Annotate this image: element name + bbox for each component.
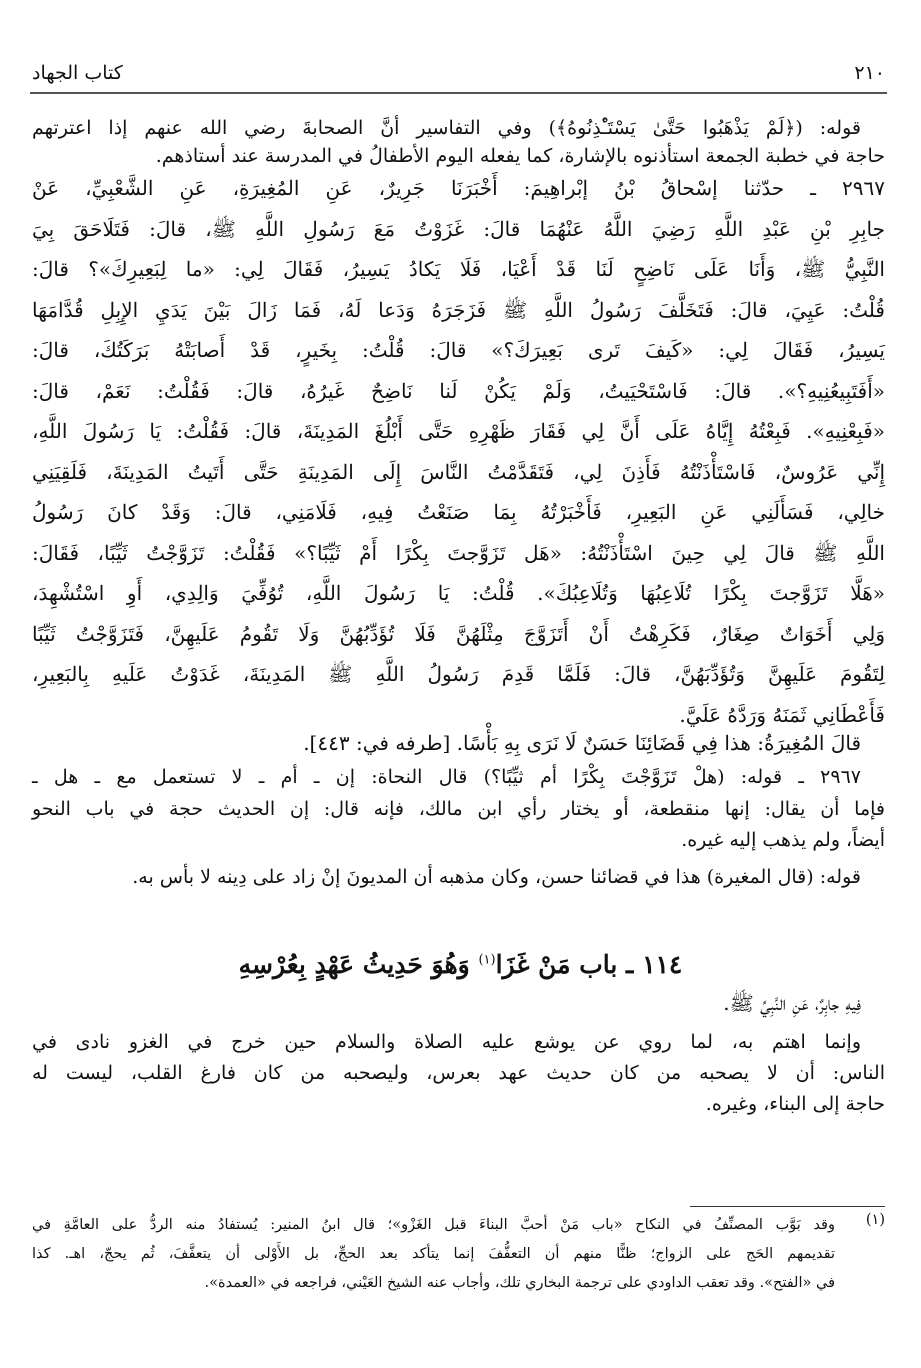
text-line: الناس: أن لا يصحبه من كان حديث عهد بعرس، وليصحبه من كان فارغ القلب، ليست له	[32, 1062, 885, 1084]
chapter-heading	[0, 950, 921, 979]
page-number: ٢١٠	[854, 62, 885, 84]
text-line: أيضاً، ولم يذهب إليه غيره.	[681, 829, 885, 851]
text-line: وإنما اهتم به، لما روي عن يوشع عليه الصلاة والسلام حين خرج في الغزو نادى في	[32, 1031, 861, 1053]
hadith-line: قُلْتُ: عَيِيَ، قالَ: فَتَخَلَّفَ رَسُولُ اللَّهِ ﷺ فَزَجَرَهُ وَدَعا لَهُ، فَمَا زَالَ بَيْنَ يَدَيِ الإِبِلِ قُدَّامَهَا	[32, 297, 885, 322]
hadith-line: وَلِي أَخَوَاتٌ صِغَارٌ، فَكَرِهْتُ أَنْ أَتَزَوَّجَ مِثْلَهُنَّ فَلَا تُؤَدِّبُهُنَّ وَلَا تَقُومُ عَلَيهِنَّ، فَتَزَوَّجْتُ ثَيِّبًا	[32, 621, 885, 646]
hadith-line: جابِرِ بْنِ عَبْدِ اللَّهِ رَضِيَ اللَّهُ عَنْهُمَا قالَ: غَزَوْتُ مَعَ رَسُولِ اللَّهِ ﷺ، قالَ: فَتَلَاحَقَ بِيَ	[32, 216, 885, 241]
text-line: حاجة في خطبة الجمعة استأذنوه بالإشارة، كما يفعله اليوم الأطفالُ في المدرسة عند أستاذهم.	[155, 145, 885, 167]
chapter-subline: فِيهِ جابِرٌ، عَنِ النَّبِيِّ ﷺ.	[723, 991, 861, 1015]
header-divider	[30, 92, 887, 94]
footnote-line: وقد بَوَّب المصنِّفُ في النكاح «باب مَنْ أحبَّ البناءَ قبل الغَزْو»؛ قال ابنُ المنير: يُستفادُ منه الردُّ على العامَّةِ في	[32, 1217, 835, 1233]
footnote-line: في «الفتح». وقد تعقب الداودي على ترجمة البخاري تلك، وأجاب عنه الشيخ العَيْني، فراجعه في «العمدة».	[204, 1275, 835, 1291]
footnote-line: تقديمهم الحَج على الزواج؛ ظنًّا منهم أن التعفُّفَ إنما يتأكد بعد الحجِّ، بل الأَوْلى أن يتعفَّفَ، ثُم يحجّ، اهـ. كذا	[32, 1246, 835, 1262]
footnote-reference[interactable]: (١)	[478, 952, 496, 968]
hadith-line: «أَفَتَبِيعُنِيهِ؟». قالَ: فَاسْتَحْيَيتُ، وَلَمْ يَكُنْ لَنا نَاضِحٌ غَيرُهُ، قالَ: فَقُلْتُ: نَعَمْ، قالَ:	[32, 378, 885, 403]
text-line: حاجة إلى البناء، وغيره.	[705, 1093, 885, 1115]
text-line: قوله: (قال المغيرة) هذا في قضائنا حسن، وكان مذهبه أن المديونَ إنْ زاد على دِينه لا بأس به.	[132, 866, 861, 888]
hadith-line: إِنِّي عَرُوسٌ، فَاسْتَأْذَنْتُهُ فَأَذِنَ لِي، فَتَقَدَّمْتُ النَّاسَ إِلَى المَدِينَةِ حَتَّى أَتَيتُ المَدِينَةَ، فَلَقِيَنِي	[32, 459, 885, 484]
heading-text: ١١٤ ـ باب مَنْ غَزَا	[495, 950, 683, 979]
hadith-line: «هَلَّا تَزَوَّجتَ بِكْرًا تُلَاعِبُهَا وَتُلَاعِبُكَ». قُلْتُ: يَا رَسُولَ اللَّهِ، تُوُفِّيَ وَالِدِي، أَوِ اسْتُشْهِدَ،	[32, 581, 885, 605]
hadith-line: اللَّهِ ﷺ قالَ لِي حِينَ اسْتَأْذَنْتُهُ: «هَل تَزَوَّجتَ بِكْرًا أَمْ ثَيِّبًا؟» فَقُلْتُ: تَزَوَّجْتُ ثَيِّبًا، فَقَالَ:	[32, 540, 885, 565]
hadith-line: لِتَقُومَ عَلَيهِنَّ وَتُؤَدِّبَهُنَّ، قالَ: فَلَمَّا قَدِمَ رَسُولُ اللَّهِ ﷺ المَدِينَةَ، غَدَوْتُ عَلَيهِ بِالبَعِيرِ،	[32, 662, 885, 686]
text-line: فإما أن يقال: إنها منقطعة، أو يختار رأي ابن مالك، فإنه قال: إن الحديث حجة في باب النحو	[32, 798, 885, 820]
footnote-divider	[690, 1206, 885, 1207]
hadith-line: يَسِيرُ، فَقَالَ لِي: «كَيفَ تَرى بَعِيرَكَ؟» قالَ: قُلْتُ: بِخَيرٍ، قَدْ أَصابَتْهُ بَرَكَتُكَ، قالَ:	[32, 338, 885, 362]
heading-text: وَهُوَ حَدِيثُ عَهْدٍ بِعُرْسِهِ	[238, 950, 479, 979]
hadith-line: «فَبِعْنِيهِ». فَبِعْتُهُ إِيَّاهُ عَلَى أَنَّ لِي فَقَارَ ظَهْرِهِ حَتَّى أَبْلُغَ المَدِينَةَ، قالَ: فَقُلْتُ: يَا رَسُولَ اللَّهِ،	[32, 419, 885, 443]
hadith-line: خالِي، فَسَأَلَنِي عَنِ البَعِيرِ، فَأَخْبَرْتُهُ بِمَا صَنَعْتُ فِيهِ، فَلَامَنِي، قالَ: وَقَدْ كانَ رَسُولُ	[32, 500, 885, 524]
text-line: قوله: (﴿لَمْ يَذْهَبُوا حَتَّىٰ يَسْتَـْٔذِنُوهُ﴾) وفي التفاسير أنَّ الصحابةَ رضي الله عنهم إذا اعترتهم	[32, 117, 861, 139]
hadith-line: ٢٩٦٧ ـ حدّثنا إسْحاقُ بْنُ إبْراهِيمَ: أَخْبَرَنَا جَرِيرٌ، عَنِ المُغِيرَةِ، عَنِ الشَّعْبِيِّ، عَنْ	[32, 176, 885, 200]
text-line: ٢٩٦٧ ـ قوله: (هلْ تَزَوَّجْتَ بِكْرًا أم ثيِّبًا؟) قال النحاة: إن ـ أم ـ لا تستعمل مع ـ هل ـ	[32, 766, 861, 788]
footnote-marker: (١)	[865, 1212, 885, 1228]
mughira-statement: قالَ المُغِيرَةُ: هذا فِي قَضَائِنَا حَسَنٌ لَا نَرَى بِهِ بَأْسًا. [طرفه في: ٤٤٣].	[303, 731, 861, 755]
hadith-line: النَّبِيُّ ﷺ، وَأَنَا عَلَى نَاضِحٍ لَنَا قَدْ أَعْيَا، فَلَا يَكادُ يَسِيرُ، فَقَالَ لِي: «ما لِبَعِيرِكَ»؟ قالَ:	[32, 257, 885, 281]
running-title: كتاب الجهاد	[32, 62, 123, 84]
hadith-line: فَأَعْطَانِي ثَمَنَهُ وَرَدَّهُ عَلَيَّ.	[679, 702, 885, 727]
